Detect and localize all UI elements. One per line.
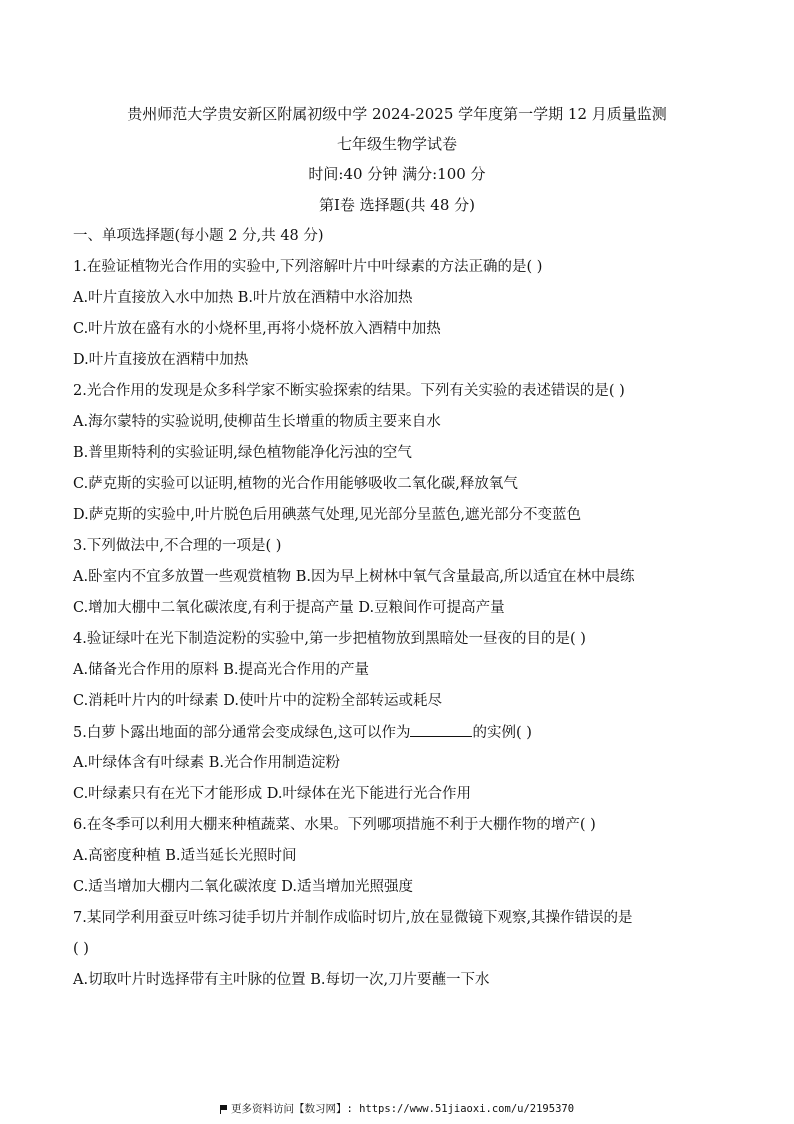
question-5-option: A.叶绿体含有叶绿素 B.光合作用制造淀粉	[73, 755, 340, 771]
answer-blank	[410, 722, 472, 737]
question-4-option: A.储备光合作用的原料 B.提高光合作用的产量	[73, 662, 369, 678]
footer	[0, 1101, 794, 1116]
question-2-option: D.萨克斯的实验中,叶片脱色后用碘蒸气处理,见光部分呈蓝色,遮光部分不变蓝色	[73, 507, 582, 523]
volume-title: 第Ⅰ卷 选择题(共 48 分)	[318, 196, 476, 214]
question-4-option: C.消耗叶片内的叶绿素 D.使叶片中的淀粉全部转运或耗尽	[73, 693, 443, 709]
question-5-option: C.叶绿素只有在光下才能形成 D.叶绿体在光下能进行光合作用	[73, 786, 472, 802]
flag-icon	[220, 1105, 227, 1113]
question-2-option: A.海尔蒙特的实验说明,使柳苗生长增重的物质主要来自水	[73, 414, 441, 430]
question-2-option: B.普里斯特利的实验证明,绿色植物能净化污浊的空气	[73, 445, 412, 461]
school-title: 贵州师范大学贵安新区附属初级中学 2024-2025 学年度第一学期 12 月质量监测	[127, 105, 667, 123]
question-7-stem: 7.某同学利用蚕豆叶练习徒手切片并制作成临时切片,放在显微镜下观察,其操作错误的是	[73, 910, 633, 926]
question-3-option: C.增加大棚中二氧化碳浓度,有利于提高产量 D.豆粮间作可提高产量	[73, 600, 505, 616]
time-score: 时间:40 分钟 满分:100 分	[308, 165, 486, 183]
question-1-option: C.叶片放在盛有水的小烧杯里,再将小烧杯放入酒精中加热	[73, 321, 441, 337]
section-title: 一、单项选择题(每小题 2 分,共 48 分)	[73, 228, 324, 244]
question-2-stem: 2.光合作用的发现是众多科学家不断实验探索的结果。下列有关实验的表述错误的是( )	[73, 383, 625, 399]
footer-link[interactable]: 更多资料访问【数习网】: https://www.51jiaoxi.com/u/2195370	[230, 1103, 575, 1115]
question-3-stem: 3.下列做法中,不合理的一项是( )	[73, 538, 282, 554]
question-5-stem	[73, 722, 532, 743]
question-3-option: A.卧室内不宜多放置一些观赏植物 B.因为早上树林中氧气含量最高,所以适宜在林中晨练	[73, 569, 635, 585]
question-6-option: C.适当增加大棚内二氧化碳浓度 D.适当增加光照强度	[73, 879, 414, 895]
paper-title: 七年级生物学试卷	[336, 135, 457, 153]
question-1-option: A.叶片直接放入水中加热 B.叶片放在酒精中水浴加热	[73, 290, 413, 306]
question-6-stem: 6.在冬季可以利用大棚来种植蔬菜、水果。下列哪项措施不利于大棚作物的增产( )	[73, 817, 596, 833]
question-5-stem-before: 5.白萝卜露出地面的部分通常会变成绿色,这可以作为	[73, 725, 411, 741]
question-7-stem-cont: ( )	[73, 941, 89, 957]
question-5-stem-after: 的实例( )	[472, 725, 532, 741]
question-7-option: A.切取叶片时选择带有主叶脉的位置 B.每切一次,刀片要蘸一下水	[73, 972, 490, 988]
question-6-option: A.高密度种植 B.适当延长光照时间	[73, 848, 297, 864]
question-4-stem: 4.验证绿叶在光下制造淀粉的实验中,第一步把植物放到黑暗处一昼夜的目的是( )	[73, 631, 586, 647]
question-2-option: C.萨克斯的实验可以证明,植物的光合作用能够吸收二氧化碳,释放氧气	[73, 476, 518, 492]
question-1-stem: 1.在验证植物光合作用的实验中,下列溶解叶片中叶绿素的方法正确的是( )	[73, 259, 543, 275]
question-1-option: D.叶片直接放在酒精中加热	[73, 352, 249, 368]
